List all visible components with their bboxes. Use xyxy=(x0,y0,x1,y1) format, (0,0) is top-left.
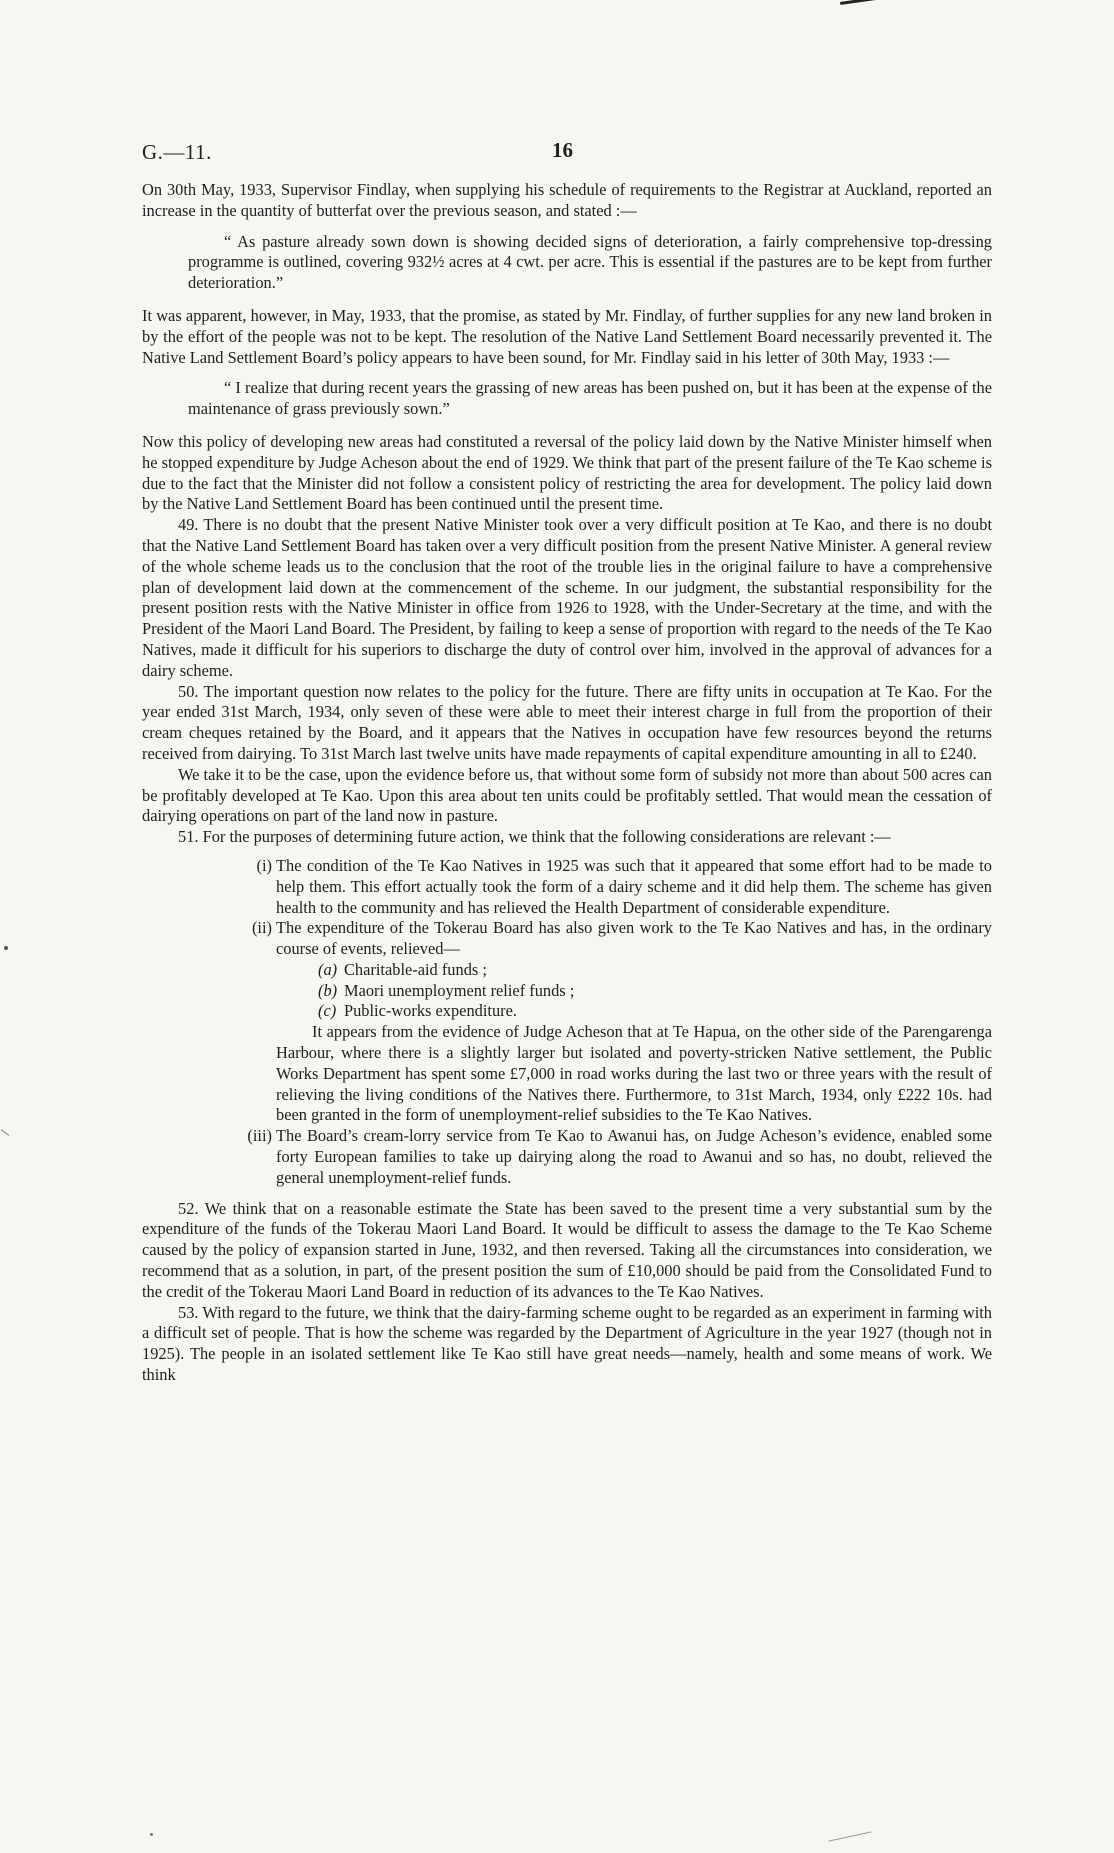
paragraph: We take it to be the case, upon the evidence before us, that without some form of subsidy not more than about 500 acres can be profitably developed at Te Kao. Upon this area about ten units could be profitably settled. That would mean the cessation of dairying operations on part of the land now in pasture. xyxy=(142,764,992,826)
document-reference: G.—11. xyxy=(142,140,212,164)
paragraph-50: 50. The important question now relates to the policy for the future. There are fifty units in occupation at Te Kao. For the year ended 31st March, 1934, only seven of these were able to meet their interest charge in full from the proportion of their cream cheques retained by the Board, and it appears that the Natives in occupation have few resources beyond the returns received from dairying. To 31st March last twelve units have made repayments of capital expenditure amounting in all to £240. xyxy=(142,681,992,763)
body-text xyxy=(142,180,992,1386)
sub-list-item xyxy=(276,960,992,981)
ink-mark xyxy=(828,1831,871,1841)
block-quote: “ I realize that during recent years the grassing of new areas has been pushed on, but it has been at the expense of the maintenance of grass previously sown.” xyxy=(188,378,992,419)
margin-tick xyxy=(1,1129,10,1136)
sub-list-text: Charitable-aid funds ; xyxy=(344,959,487,979)
sub-list-marker: (a) xyxy=(318,959,338,979)
list-item-text: The condition of the Te Kao Natives in 1925 was such that it appeared that some effort had to be made to help them. This effort actually took the form of a dairy scheme and it did help them. The scheme has given health to the community and has relieved the Health Department of considerable expenditure. xyxy=(276,855,992,917)
list-item xyxy=(142,918,992,1126)
margin-speck xyxy=(4,946,8,950)
list-marker: (ii) xyxy=(251,918,272,938)
list-item-text: The Board’s cream-lorry service from Te Kao to Awanui has, on Judge Acheson’s evidence, enabled some forty European families to take up dairying along the road to Awanui and so has, no doubt, relieved the general unemployment-relief funds. xyxy=(276,1126,992,1187)
sub-list-text: Public-works expenditure. xyxy=(344,1001,517,1021)
page-number: 16 xyxy=(552,138,573,162)
block-quote: “ As pasture already sown down is showing decided signs of deterioration, a fairly comprehensive top-dressing programme is outlined, covering 932½ acres at 4 cwt. per acre. This is essential if the pastures are to be kept from further deterioration.” xyxy=(188,231,992,293)
paragraph-52: 52. We think that on a reasonable estimate the State has been saved to the present time a very substantial sum by the expenditure of the funds of the Tokerau Maori Land Board. It would be difficult to assess the damage to the Te Kao Scheme caused by the policy of expansion started in June, 1932, and then reversed. Taking all the circumstances into consideration, we recommend that as a solution, in part, of the present position the sum of £10,000 should be paid from the Consolidated Fund to the credit of the Tokerau Maori Land Board in reduction of its advances to the Te Kao Natives. xyxy=(142,1198,992,1301)
list-item xyxy=(142,856,992,918)
ink-mark xyxy=(840,0,926,5)
list-item xyxy=(142,1126,992,1188)
sub-list-text: Maori unemployment relief funds ; xyxy=(344,980,575,1000)
paragraph: Now this policy of developing new areas had constituted a reversal of the policy laid down by the Native Minister himself when he stopped expenditure by Judge Acheson about the end of 1929. We think that part of the present failure of the Te Kao scheme is due to the fact that the Minister did not follow a consistent policy of restricting the area for development. The policy laid down by the Native Land Settlement Board has been continued until the present time. xyxy=(142,431,992,514)
sub-list-item xyxy=(276,1001,992,1022)
list-item-continuation: It appears from the evidence of Judge Acheson that at Te Hapua, on the other side of the Parengarenga Harbour, where there is a slightly larger but isolated and poverty-stricken Native settlement, the Public Works Department has spent some £7,000 in road works during the last two or three years with the result of relieving the living conditions of the Natives there. Furthermore, to 31st March, 1934, only £222 10s. had been granted in the form of unemployment-relief subsidies to the Te Kao Natives. xyxy=(276,1022,992,1125)
sub-list-marker: (b) xyxy=(318,980,338,1000)
list-item-text: The expenditure of the Tokerau Board has also given work to the Te Kao Natives and has, in the ordinary course of events, relieved— xyxy=(276,918,992,959)
considerations-list xyxy=(142,856,992,1189)
relief-sublist xyxy=(276,960,992,1022)
paragraph: On 30th May, 1933, Supervisor Findlay, when supplying his schedule of requirements to the Registrar at Auckland, reported an increase in the quantity of butterfat over the previous season, and stated :— xyxy=(142,180,992,220)
paragraph: It was apparent, however, in May, 1933, that the promise, as stated by Mr. Findlay, of further supplies for any new land broken in by the effort of the people was not to be kept. The resolution of the Native Land Settlement Board necessarily prevented it. The Native Land Settlement Board’s policy appears to have been sound, for Mr. Findlay said in his letter of 30th May, 1933 :— xyxy=(142,305,992,367)
list-marker: (i) xyxy=(256,855,272,875)
sub-list-marker: (c) xyxy=(318,1001,337,1021)
list-marker: (iii) xyxy=(247,1126,272,1146)
paragraph-53: 53. With regard to the future, we think that the dairy-farming scheme ought to be regarded as an experiment in farming with a difficult set of people. That is how the scheme was regarded by the Department of Agriculture in the year 1927 (though not in 1925). The people in an isolated settlement like Te Kao still have great needs—namely, health and some means of work. We think xyxy=(142,1302,992,1385)
paragraph-49: 49. There is no doubt that the present Native Minister took over a very difficult position at Te Kao, and there is no doubt that the Native Land Settlement Board has taken over a very difficult position from the present Native Minister. A general review of the whole scheme leads us to the conclusion that the root of the trouble lies in the original failure to have a comprehensive plan of development laid down at the commencement of the scheme. In our judgment, the substantial responsibility for the present position rests with the Native Minister in office from 1926 to 1928, with the Under-Secretary at the time, and with the President of the Maori Land Board. The President, by failing to keep a sense of proportion with regard to the needs of the Te Kao Natives, made it difficult for his superiors to discharge the duty of control over him, involved in the approval of advances for a dairy scheme. xyxy=(142,515,992,680)
margin-speck xyxy=(150,1833,153,1836)
paragraph-51: 51. For the purposes of determining future action, we think that the following considerations are relevant :— xyxy=(178,827,891,847)
sub-list-item xyxy=(276,981,992,1002)
